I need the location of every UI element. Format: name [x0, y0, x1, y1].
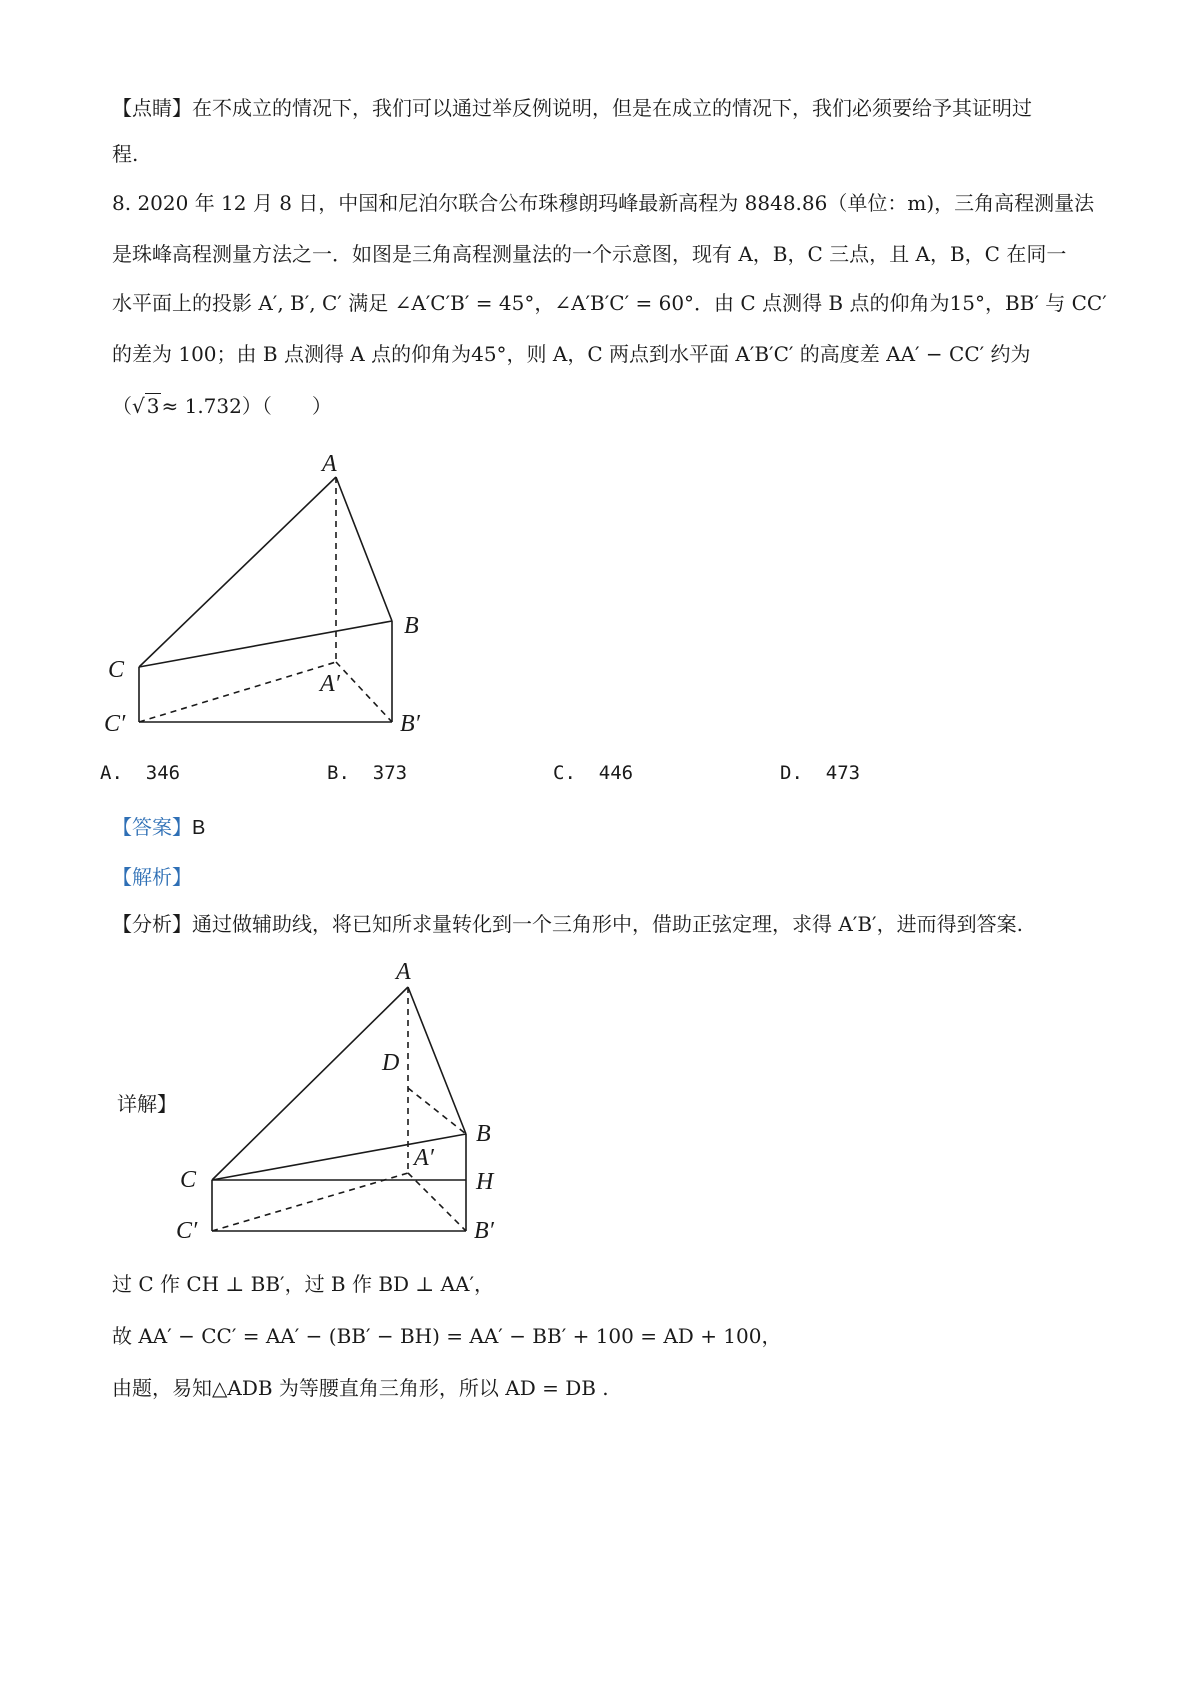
label-A: A	[322, 451, 337, 477]
problem-line-3: 水平面上的投影 A′, B′, C′ 满足 ∠A′C′B′ = 45°，∠A′B′C′ = 60°．由 C 点测得 B 点的仰角为15°，BB′ 与 CC′	[112, 291, 1107, 315]
figure-2-diagram	[170, 955, 510, 1250]
analysis-label: 【解析】	[112, 865, 192, 889]
edge-A1B1-dashed	[336, 662, 392, 722]
option-d: D. 473	[780, 762, 861, 784]
edge-C1A1-dashed	[212, 1173, 408, 1231]
label-A-prime: A′	[320, 671, 340, 697]
label-B-prime: B′	[474, 1218, 494, 1244]
label-C-prime: C′	[104, 711, 126, 737]
label-A: A	[396, 959, 411, 985]
note-paragraph	[112, 94, 1102, 122]
label-C-prime: C′	[176, 1218, 198, 1244]
problem-line-1: 8. 2020 年 12 月 8 日，中国和尼泊尔联合公布珠穆朗玛峰最新高程为 8848.86（单位：m)，三角高程测量法	[112, 191, 1095, 215]
label-B: B	[404, 613, 419, 639]
fenxi-label: 【分析】	[112, 912, 192, 936]
problem-line-4: 的差为 100；由 B 点测得 A 点的仰角为45°，则 A，C 两点到水平面 A′B′C′ 的高度差 AA′ − CC′ 约为	[112, 342, 1031, 366]
sqrt-radicand: 3	[146, 394, 160, 418]
option-a: A. 346	[100, 762, 181, 784]
edge-C1A1-dashed	[139, 662, 336, 722]
label-H: H	[476, 1169, 494, 1195]
approx-text: ≈ 1.732）（ ）	[161, 394, 332, 418]
edge-A1B1-dashed	[408, 1173, 466, 1231]
label-D: D	[382, 1050, 400, 1076]
label-C: C	[180, 1167, 197, 1193]
label-C: C	[108, 657, 125, 683]
answer-value: B	[192, 817, 206, 839]
fenxi-line	[112, 910, 1102, 938]
answer-line	[112, 813, 1102, 842]
problem-line-5	[112, 392, 1102, 420]
label-B: B	[476, 1121, 491, 1147]
sqrt-symbol: √	[132, 394, 145, 418]
edge-AB	[336, 477, 392, 621]
solution-line-2: 故 AA′ − CC′ = AA′ − (BB′ − BH) = AA′ − BB′ + 100 = AD + 100，	[112, 1324, 782, 1348]
solution-line-1: 过 C 作 CH ⊥ BB′，过 B 作 BD ⊥ AA′，	[112, 1272, 495, 1296]
paren-open: （	[112, 394, 132, 418]
figure-1-diagram	[100, 445, 460, 745]
note-label: 【点睛】	[112, 96, 192, 120]
note-paragraph-cont: 程.	[112, 142, 139, 166]
edge-CB	[139, 621, 392, 667]
problem-line-2: 是珠峰高程测量方法之一．如图是三角高程测量法的一个示意图，现有 A，B，C 三点，且 A，B，C 在同一	[112, 242, 1067, 266]
edge-AC	[139, 477, 336, 667]
option-b: B. 373	[327, 762, 408, 784]
fenxi-text: 通过做辅助线，将已知所求量转化到一个三角形中，借助正弦定理，求得 A′B′，进而得到答案.	[192, 912, 1023, 936]
solution-line-3: 由题，易知△ADB 为等腰直角三角形，所以 AD = DB .	[112, 1376, 609, 1400]
note-text-a: 在不成立的情况下，我们可以通过举反例说明，但是在成立的情况下，我们必须要给予其证明过	[192, 96, 1032, 120]
label-B-prime: B′	[400, 711, 420, 737]
answer-label: 【答案】	[112, 815, 192, 839]
label-A-prime: A′	[414, 1145, 434, 1171]
detail-label: 详解】	[117, 1092, 177, 1116]
edge-AC	[212, 987, 408, 1180]
option-c: C. 446	[553, 762, 634, 784]
